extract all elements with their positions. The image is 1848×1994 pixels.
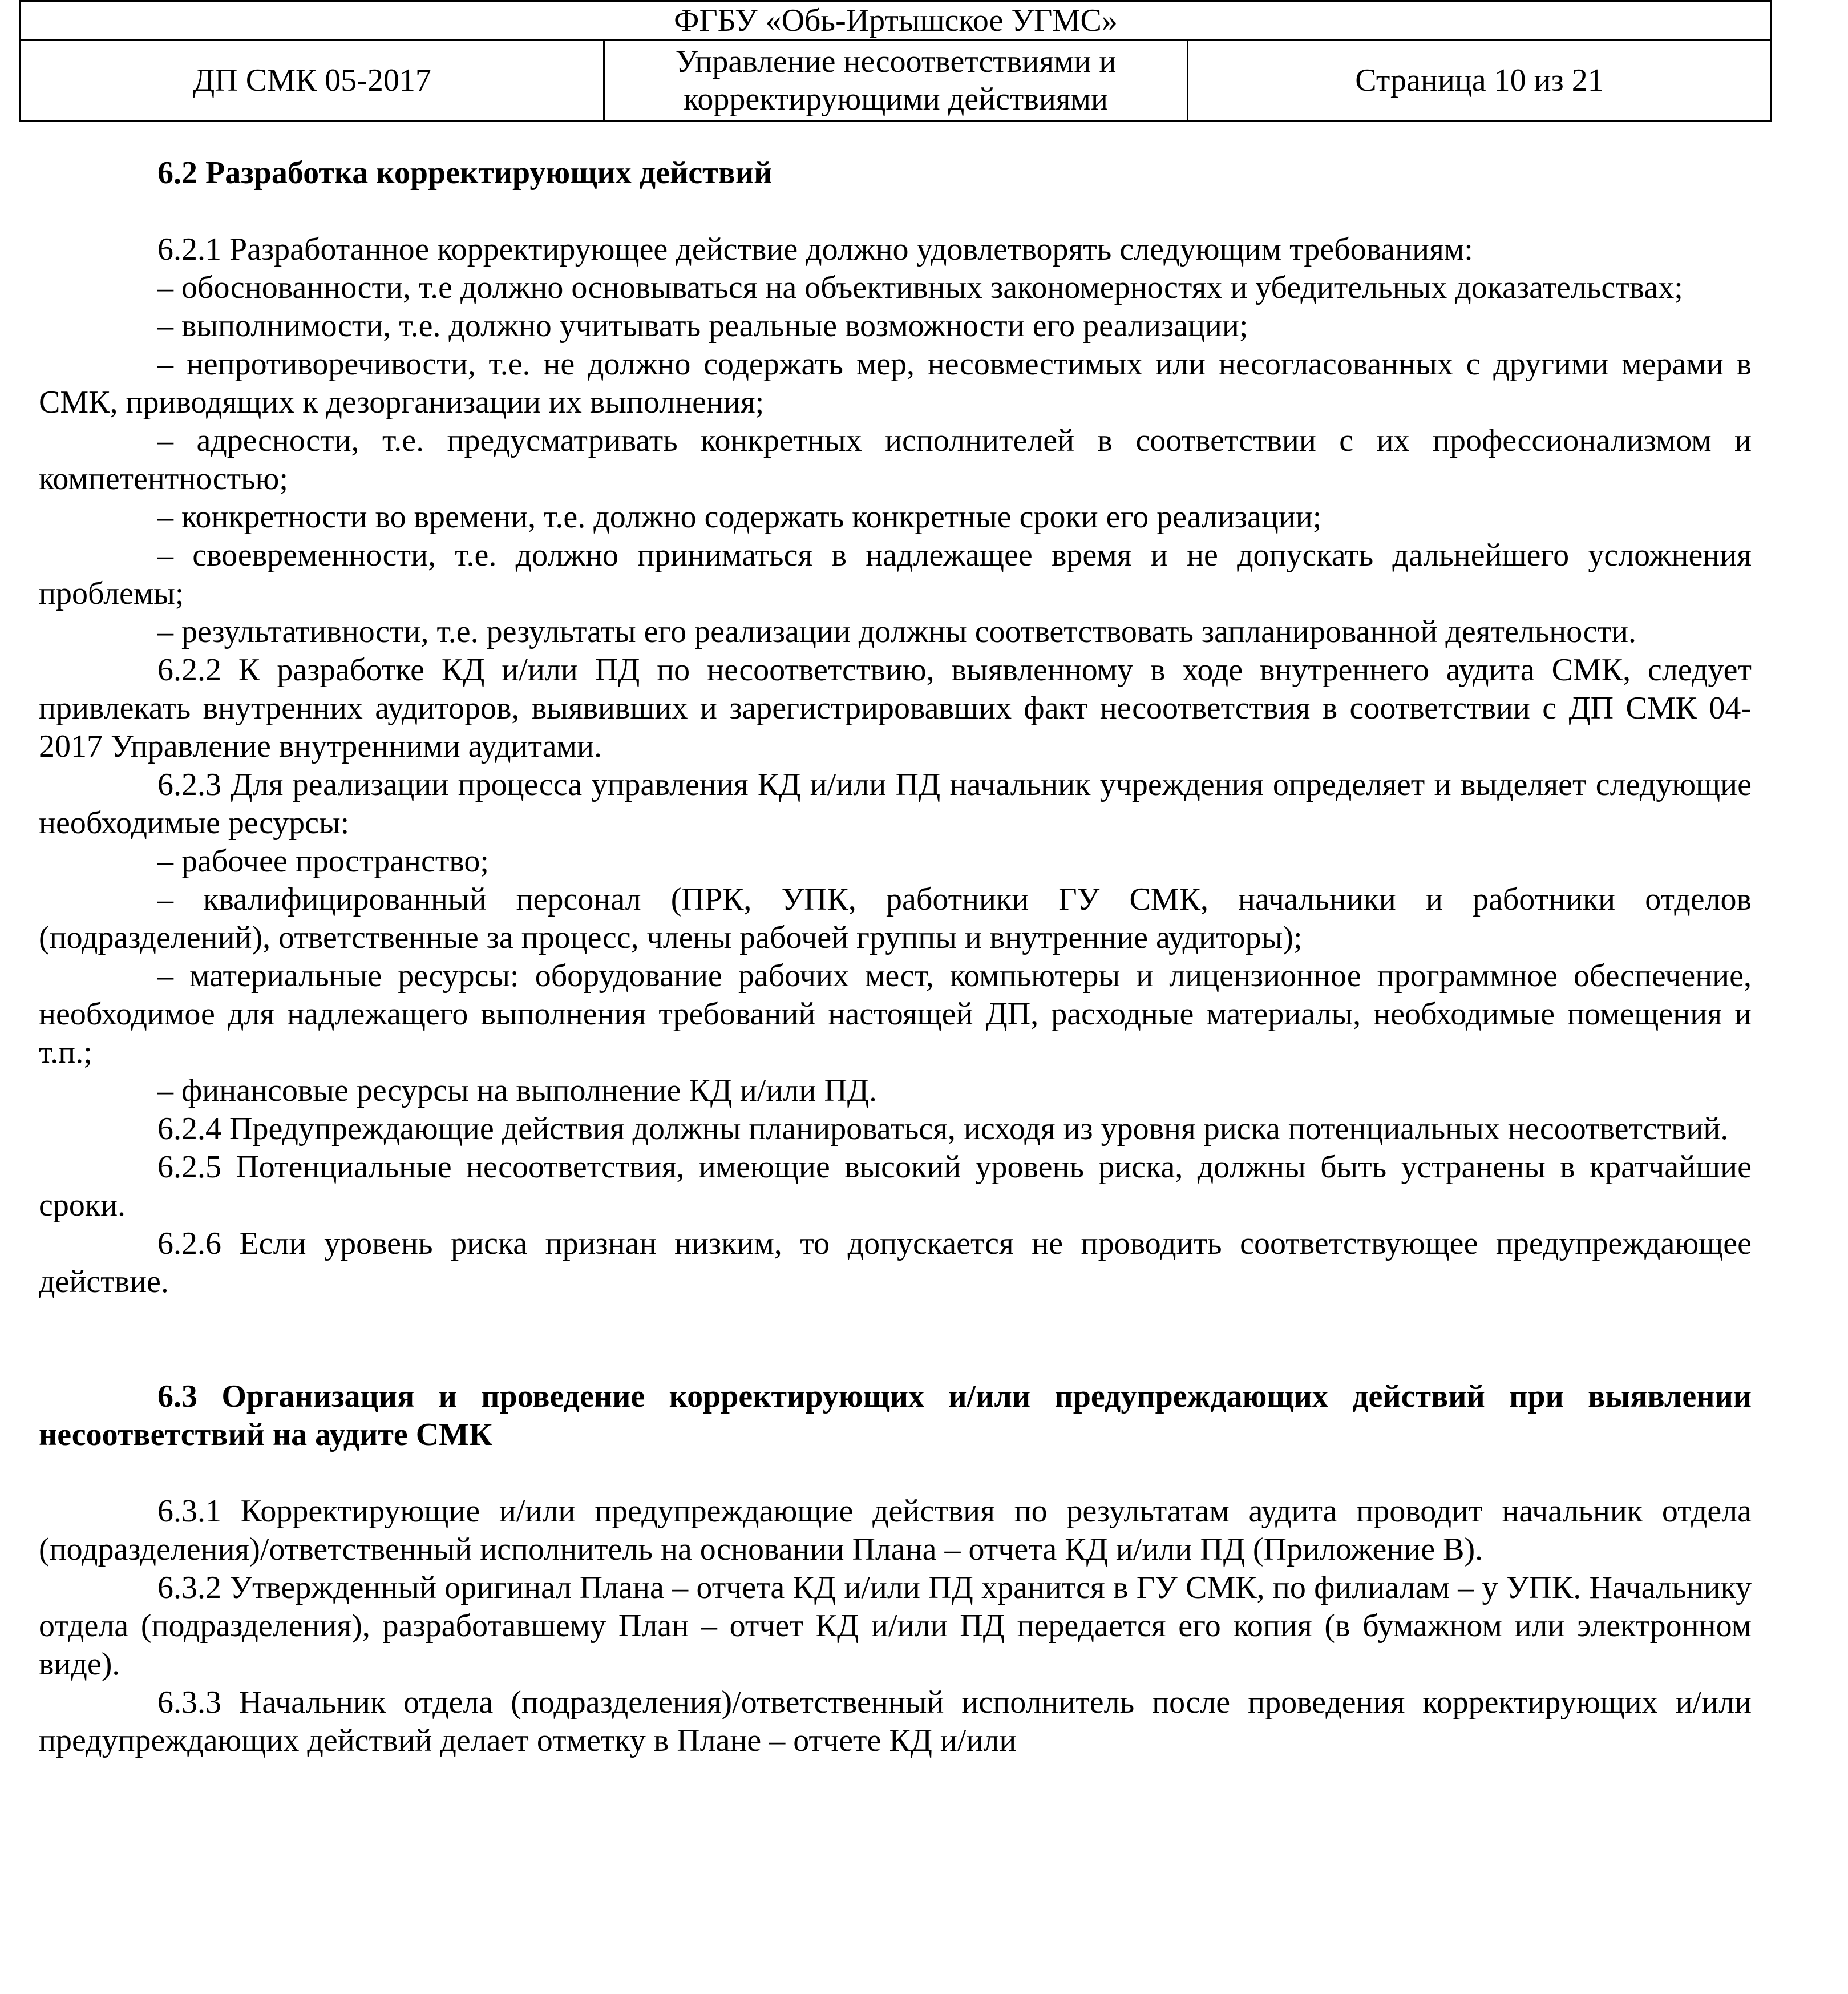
paragraph-6-3-2: 6.3.2 Утвержденный оригинал Плана – отчета КД и/или ПД хранится в ГУ СМК, по филиалам – у УПК. Начальнику отдела (подразделения), разработавшему План – отчет КД и/или ПД передается его копия (в бумажном или электронном виде). <box>39 1570 1752 1682</box>
list-item: – результативности, т.е. результаты его реализации должны соответствовать запланированной деятельности. <box>157 614 1636 649</box>
list-item: – конкретности во времени, т.е. должно содержать конкретные сроки его реализации; <box>157 499 1322 535</box>
list-item: – финансовые ресурсы на выполнение КД и/или ПД. <box>157 1073 877 1108</box>
paragraph-6-2-2: 6.2.2 К разработке КД и/или ПД по несоответствию, выявленному в ходе внутреннего аудита СМК, следует привлекать внутренних аудиторов, выявивших и зарегистрировавших факт несоответствия в соответствии с ДП СМК 04-2017 Управление внутренними аудитами. <box>39 652 1752 764</box>
document-code: ДП СМК 05-2017 <box>21 41 604 121</box>
list-item: – рабочее пространство; <box>157 843 489 879</box>
spacer <box>39 192 1752 231</box>
section-heading-6-3: 6.3 Организация и проведение корректирующих и/или предупреждающих действий при выявлении несоответствий на аудите СМК <box>39 1379 1752 1452</box>
list-item: – непротиворечивости, т.е. не должно содержать мер, несовместимых или несогласованных с другими мерами в СМК, приводящих к дезорганизации их выполнения; <box>39 346 1752 420</box>
paragraph-6-3-1: 6.3.1 Корректирующие и/или предупреждающие действия по результатам аудита проводит начальник отдела (подразделения)/ответственный исполнитель на основании Плана – отчета КД и/или ПД (Приложение В). <box>39 1494 1752 1567</box>
section-heading-6-2: 6.2 Разработка корректирующих действий <box>157 155 773 191</box>
spacer <box>39 1454 1752 1492</box>
paragraph-6-2-1: 6.2.1 Разработанное корректирующее действие должно удовлетворять следующим требованиям: <box>157 232 1473 267</box>
paragraph-6-2-3: 6.2.3 Для реализации процесса управления КД и/или ПД начальник учреждения определяет и выделяет следующие необходимые ресурсы: <box>39 767 1752 841</box>
paragraph-6-2-6: 6.2.6 Если уровень риска признан низким, то допускается не проводить соответствующее предупреждающее действие. <box>39 1226 1752 1299</box>
list-item: – адресности, т.е. предусматривать конкретных исполнителей в соответствии с их профессионализмом и компетентностью; <box>39 423 1752 497</box>
page-number-label: Страница 10 из 21 <box>1188 41 1772 121</box>
document-title: Управление несоответствиями и корректирующими действиями <box>604 41 1188 121</box>
document-body <box>39 154 1752 1760</box>
document-header-table <box>19 0 1772 122</box>
paragraph-6-2-5: 6.2.5 Потенциальные несоответствия, имеющие высокий уровень риска, должны быть устранены в кратчайшие сроки. <box>39 1149 1752 1223</box>
spacer <box>39 1301 1752 1378</box>
organization-name: ФГБУ «Обь-Иртышское УГМС» <box>21 1 1772 41</box>
paragraph-6-2-4: 6.2.4 Предупреждающие действия должны планироваться, исходя из уровня риска потенциальных несоответствий. <box>157 1111 1729 1147</box>
list-item: – своевременности, т.е. должно приниматься в надлежащее время и не допускать дальнейшего усложнения проблемы; <box>39 538 1752 611</box>
list-item: – обоснованности, т.е должно основываться на объективных закономерностях и убедительных доказательствах; <box>157 270 1683 305</box>
list-item: – выполнимости, т.е. должно учитывать реальные возможности его реализации; <box>157 308 1248 344</box>
paragraph-6-3-3: 6.3.3 Начальник отдела (подразделения)/ответственный исполнитель после проведения корректирующих и/или предупреждающих действий делает отметку в Плане – отчете КД и/или <box>39 1685 1752 1758</box>
list-item: – материальные ресурсы: оборудование рабочих мест, компьютеры и лицензионное программное обеспечение, необходимое для надлежащего выполнения требований настоящей ДП, расходные материалы, необходимые помещения и т.п.; <box>39 958 1752 1070</box>
list-item: – квалифицированный персонал (ПРК, УПК, работники ГУ СМК, начальники и работники отделов (подразделений), ответственные за процесс, члены рабочей группы и внутренние аудиторы); <box>39 882 1752 955</box>
